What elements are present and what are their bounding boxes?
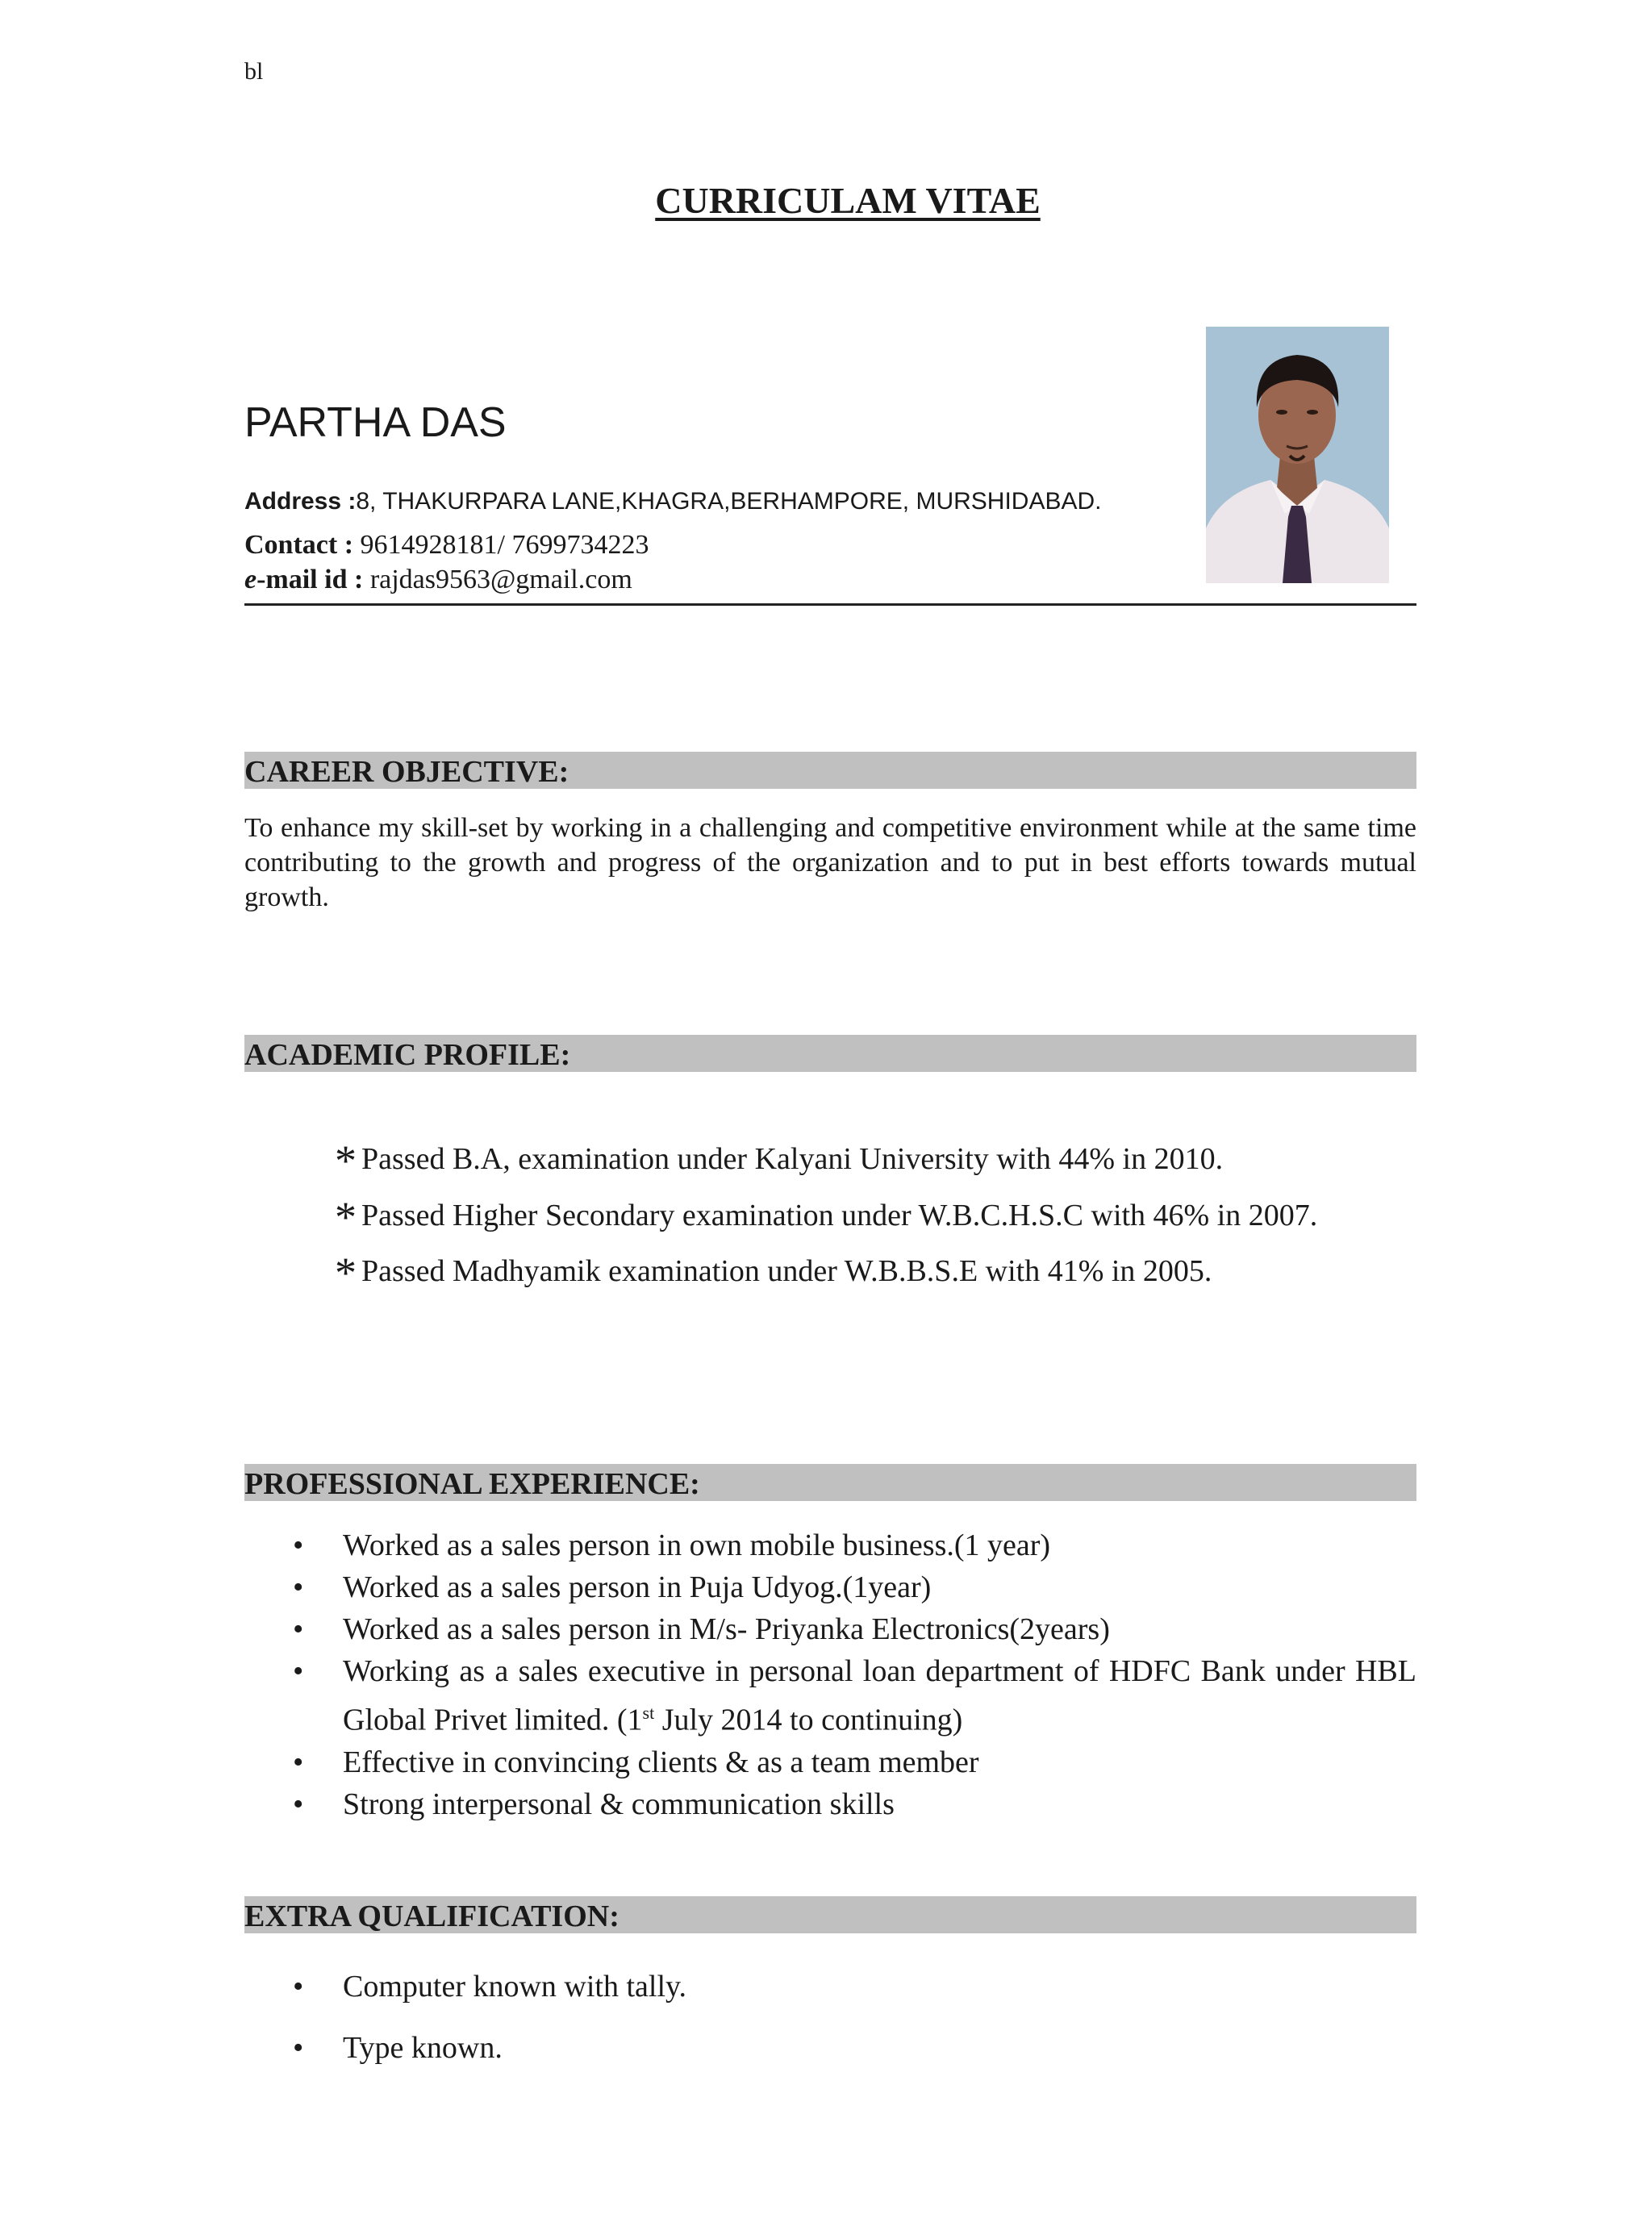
list-item: • Effective in convincing clients & as a team member — [244, 1741, 1416, 1783]
contact-value: 9614928181/ 7699734223 — [360, 530, 649, 560]
experience-list — [244, 1524, 1416, 1825]
academic-item: * Passed Madhyamik examination under W.B.B.S.E with 41% in 2005. — [335, 1249, 1212, 1297]
career-objective-text: To enhance my skill-set by working in a challenging and competitive environment while at the same time contributing to the growth and progress of the organization and to put in best efforts towards mutual growth. — [244, 813, 1416, 912]
address-value: 8, THAKURPARA LANE,KHAGRA,BERHAMPORE, MURSHIDABAD. — [356, 488, 1102, 515]
document-title: CURRICULAM VITAE — [655, 180, 1041, 221]
asterisk-icon: * — [335, 1136, 357, 1185]
bullet-icon: • — [293, 2031, 304, 2065]
bullet-icon: • — [293, 1612, 304, 1646]
contact-line — [244, 530, 649, 561]
academic-item: * Passed Higher Secondary examination under W.B.C.H.S.C with 46% in 2007. — [335, 1193, 1318, 1241]
list-item: • Worked as a sales person in Puja Udyog.(1year) — [244, 1566, 1416, 1608]
contact-label: Contact : — [244, 530, 354, 560]
list-item: • Working as a sales executive in personal loan department of HDFC Bank under HBL Global Privet limited. (1st July 2014 to continuing) — [244, 1650, 1416, 1741]
corner-mark: bl — [244, 58, 264, 85]
email-label: -mail id : — [257, 565, 364, 594]
bullet-icon: • — [293, 1745, 304, 1779]
email-value: rajdas9563@gmail.com — [369, 565, 632, 594]
list-item: • Strong interpersonal & communication skills — [244, 1783, 1416, 1825]
academic-profile-heading: ACADEMIC PROFILE: — [244, 1035, 1416, 1072]
extra-qualification-heading: EXTRA QUALIFICATION: — [244, 1896, 1416, 1933]
list-item: • Type known. — [244, 2017, 1416, 2079]
list-item: • Worked as a sales person in M/s- Priyanka Electronics(2years) — [244, 1608, 1416, 1650]
email-label-e: e — [244, 565, 257, 594]
list-item: • Computer known with tally. — [244, 1956, 1416, 2017]
asterisk-icon: * — [335, 1249, 357, 1297]
address-label: Address : — [244, 488, 357, 515]
bullet-icon: • — [293, 1787, 304, 1821]
bullet-icon: • — [293, 1570, 304, 1604]
email-line — [244, 565, 632, 595]
profile-photo — [1206, 327, 1389, 583]
career-objective-heading: CAREER OBJECTIVE: — [244, 752, 1416, 789]
candidate-name: PARTHA DAS — [244, 399, 507, 446]
extra-qualification-list — [244, 1956, 1416, 2079]
bullet-icon: • — [293, 1970, 304, 2004]
asterisk-icon: * — [335, 1193, 357, 1241]
academic-item: * Passed B.A, examination under Kalyani University with 44% in 2010. — [335, 1136, 1224, 1185]
header-divider — [244, 603, 1416, 606]
professional-experience-heading: PROFESSIONAL EXPERIENCE: — [244, 1464, 1416, 1501]
bullet-icon: • — [293, 1654, 304, 1688]
bullet-icon: • — [293, 1528, 304, 1562]
address-line — [244, 488, 1101, 515]
list-item: • Worked as a sales person in own mobile business.(1 year) — [244, 1524, 1416, 1566]
